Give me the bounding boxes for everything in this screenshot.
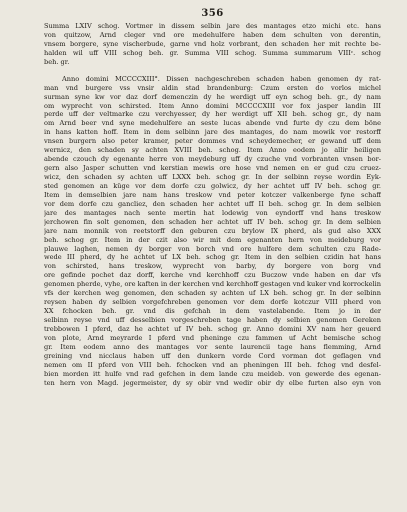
text-line: bien morden itt hulfe vnd rad gefchen in dem lande czu meideb. von gewerde des egenan-	[44, 369, 381, 378]
text-line: jare nam monnik von reetstorff den geburen czu brylow IX pherd, als gud also XXX	[44, 226, 381, 235]
text-line: gr. Item eodem anno des mantages vor sente laurencii tage hans flemming, Arnd	[44, 342, 381, 351]
text-line: wede III pherd, dy he achtet uf LX beh. schog gr. Item in den selbien czidin hat hans	[44, 253, 381, 262]
bottom-spacer	[44, 486, 381, 490]
text-line: plauwe laghen, nemen dy borger von borch vnd ore hulfere dem schulten czu Rade-	[44, 244, 381, 253]
text-line: greining vnd nicclaus haben uff den dunkern vorde Cord vorman dot geflagen vnd	[44, 351, 381, 360]
text-line: von schirsted, hans treskow, wyprecht von barby, dy borgere von borg vnd	[44, 262, 381, 271]
paragraph-gap	[44, 67, 381, 75]
text-line: om Arnd beer vnd syne medehulfere an seste lucas abende vnd furte dy czu dem böne	[44, 119, 381, 128]
text-line: sted genomen an küge vor dem dorfe czu golwicz, dy her achtet uff IV beh. schog gr.	[44, 181, 381, 190]
text-line	[44, 468, 381, 477]
paragraph-1	[44, 22, 381, 67]
text-line: beh. gr.	[44, 57, 70, 66]
text-line: gern also Jasper schutten vnd kerstian mewis ore hose vnd nemen en er gud czu cruez-	[44, 164, 381, 173]
text-line	[44, 459, 381, 468]
text-line: vor dem dorfe czu gancliez, den schaden her achtet uff II beh. schog gr. In dem selbien	[44, 199, 381, 208]
text-line: vnsem borgere, syne vischerbude, garne vnd holz vorbrant, den schaden her mit rechte be-	[44, 39, 381, 48]
text-line: surman syne kw vor daz dorf demenczin dy he werdigt uff eyn schog beh. gr., dy nam	[44, 92, 381, 101]
text-line: selbinn reyse vnd uff desselbien vorgeschreben tage haben dy selbien genomen Gereken	[44, 316, 381, 324]
text-line: jerchowen fin solt genomen, den schaden her achtet uff IV beh. schog gr. In dem selbien	[44, 217, 381, 226]
text-line: halden wil uff VIII schog beh. gr. Summa VIII schog. Summa summarum VIIIᶜ. schog	[44, 48, 381, 57]
text-line: Summa LXIV schog. Vortmer in dissem selbin jare des mantages etzo michi etc. hans	[44, 22, 381, 30]
text-line: von plote, Arnd meyrarde I pferd vnd pheninge czu fammen uf Acht bemische schog	[44, 333, 381, 342]
text-line: vfs der kerchen weg genomen, den schaden sy achten uf LX beh. schog gr. In der selbinn	[44, 289, 381, 298]
text-line	[44, 441, 381, 450]
text-line: in hans katten hoff. Item in dem selbinn jare des mantages, do nam mowik vor restorff	[44, 128, 381, 137]
text-line: abende czouch dy egenante herre von meydeburg uff dy czuche vnd vorbranten vnsen bor-	[44, 155, 381, 164]
text-line	[44, 414, 381, 423]
text-line: beh. schog gr. Item in der czit also wir mit dem egenanten hern von meideburg vor	[44, 235, 381, 244]
text-line: von quitzow, Arnd cleger vnd ore medehulfere haben dem schulten von derentin,	[44, 30, 381, 39]
text-line	[44, 396, 381, 405]
text-line: man vnd burgere vss vnsir aldin stad brandenburg: Czum ersten do vorlos michel	[44, 83, 381, 92]
text-line: reysen haben dy selbien vorgefchreben genomen vor dem dorfe kotczur VIII pherd von	[44, 298, 381, 307]
text-line	[44, 450, 381, 459]
paragraph-2	[44, 75, 381, 486]
text-line: nemen om II pferd von VIII beh. fchocken vnd an pheningen III beh. fchog vnd desfel-	[44, 360, 381, 369]
text-line	[44, 388, 381, 397]
text-line: om wyprecht von schirsted. Item Anno domini MCCCCXIII vor fox jasper landin III	[44, 101, 381, 110]
text-line: ten hern von Magd. jegermeister, dy sy obir vnd wedir obir dy elbe furten also eyn von	[44, 378, 381, 387]
text-line: perde uff der veltmarke czu verchyesser, dy her werdigt uff XII beh. schog gr., dy nam	[44, 110, 381, 119]
text-line: wicz, den schaden sy achten uff LXXX beh. schog gr. In der selbinn reyse wordin Eyk-	[44, 173, 381, 181]
text-line: trebbowen I pferd, daz he achtet uf IV beh. schog gr. Anno domini XV nam her geuerd	[44, 324, 381, 333]
text-line: XX fchocken beh. gr. vnd dis gefchah in dem vastelabende. Item jo in der	[44, 307, 381, 316]
text-line: jare des mantages nach sente mertin hat lodewig von eyndorff vnd hans treskow	[44, 208, 381, 217]
text-line: Anno domini MCCCCXIII°. Dissen nachgeschreben schaden haben genomen dy rat-	[62, 74, 381, 83]
text-line: genomen pherde, vyhe, ore kaften in der kerchen vnd kerchhoff gestagen vnd kuker vnd korrockelin	[44, 280, 381, 289]
text-line: ore gefinde pochet daz dorff, kerche vnd kerchhoff czu Buczow vnde haben en dar vfs	[44, 271, 381, 280]
text-line	[44, 405, 381, 414]
page-number: 356	[201, 8, 224, 19]
text-line	[44, 432, 381, 441]
text-line	[44, 423, 381, 432]
text-line: wernicz, den schaden sy achten XVIII beh. schog. Item Anno eodem jo allir heiligen	[44, 146, 381, 155]
text-line: vnsen burgern also peter kramer, peter dommes vnd scheydemecher, er gewand uff dem	[44, 137, 381, 146]
text-line	[44, 477, 381, 486]
text-line: Item in demselbien jare nam hans treskow vnd peter kotczer valkenberge fyne schaff	[44, 190, 381, 199]
